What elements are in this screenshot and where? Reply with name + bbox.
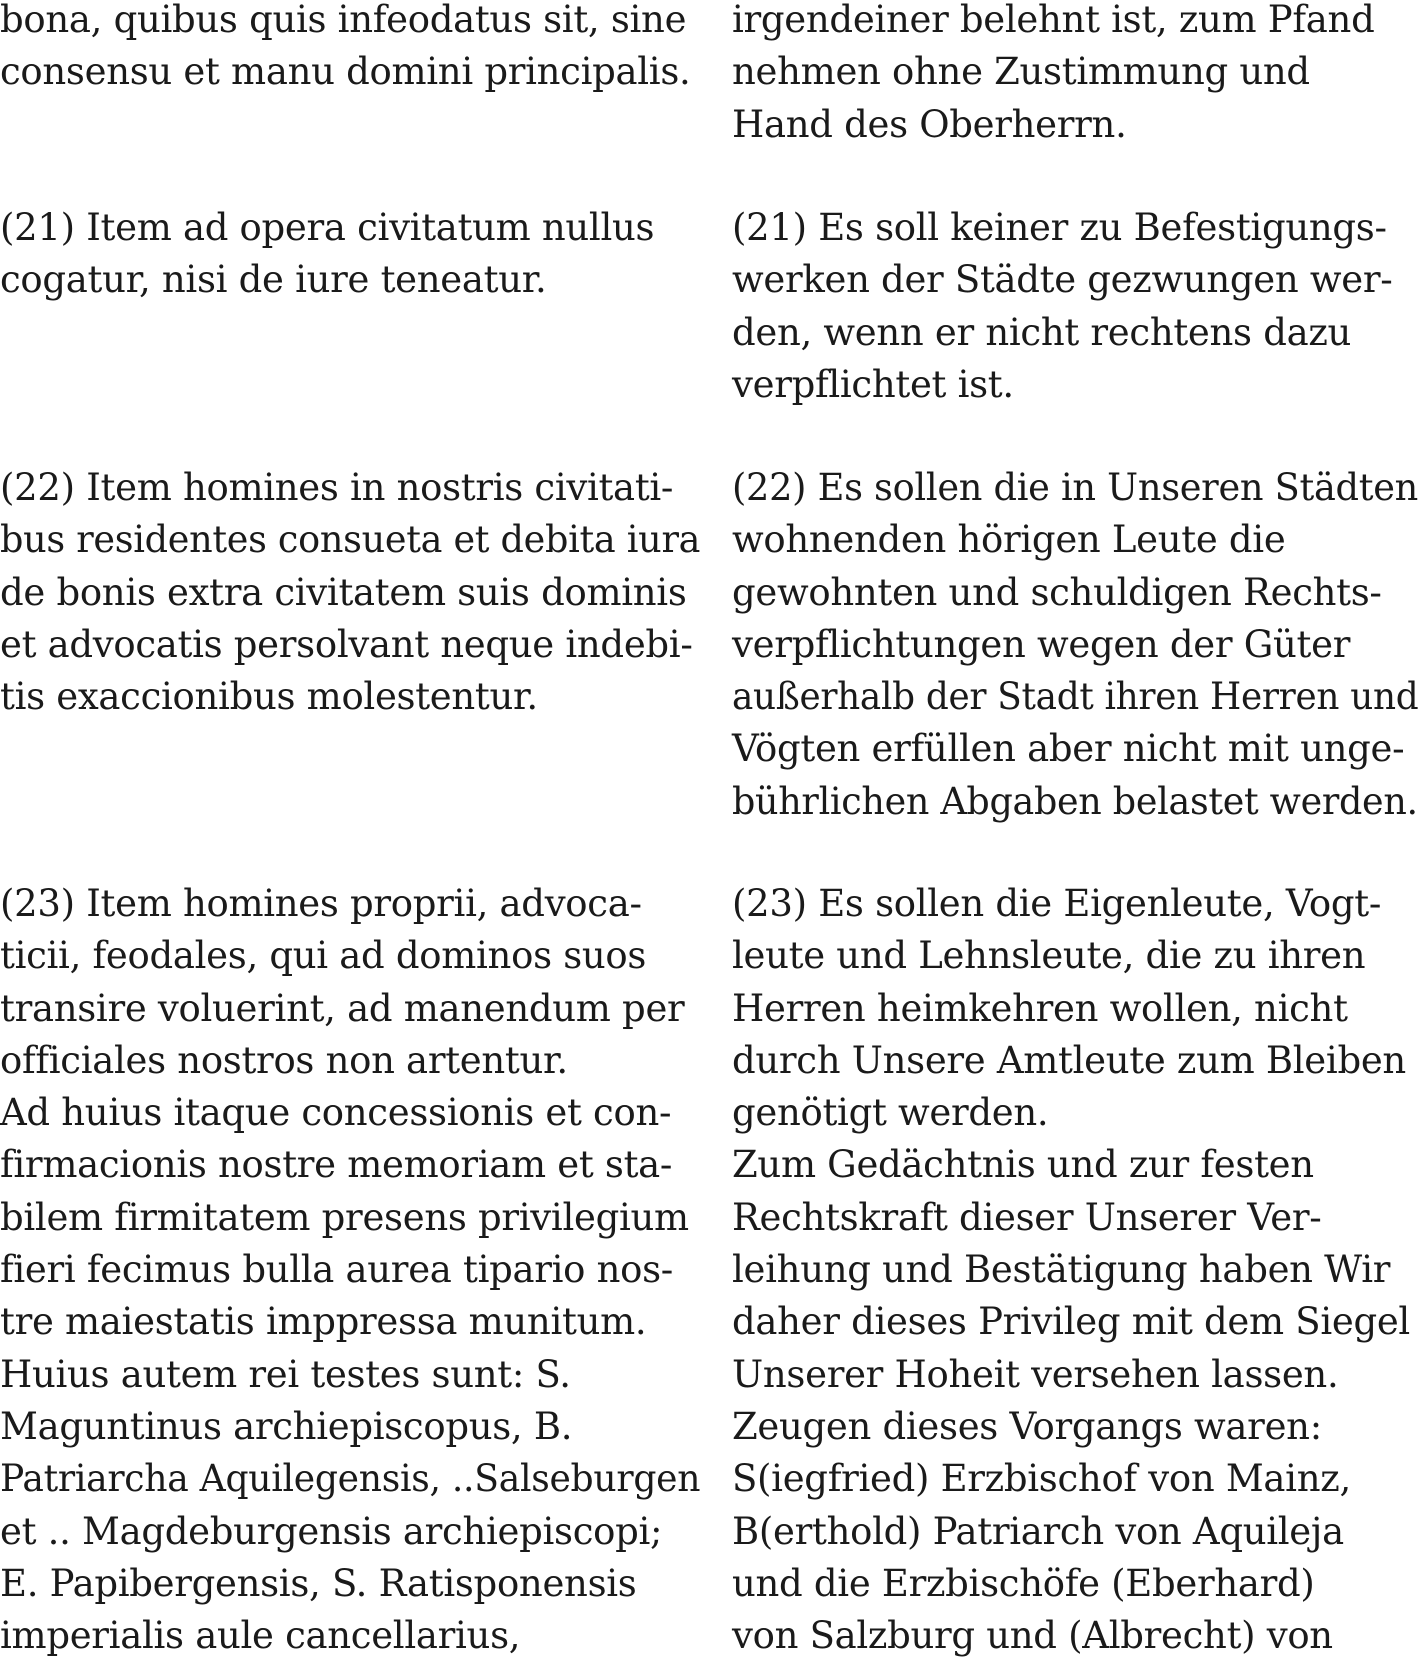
latin-paragraph-20-end	[0, 0, 690, 99]
german-line: leute und Lehnsleute, die zu ihren	[732, 934, 1366, 978]
german-line: und die Erzbischöfe (Eberhard)	[732, 1561, 1315, 1605]
latin-line: ticii, feodales, qui ad dominos suos	[0, 934, 647, 978]
german-line: (22) Es sollen die in Unseren Städten	[732, 466, 1418, 509]
german-line: durch Unsere Amtleute zum Bleiben	[732, 1038, 1406, 1082]
german-paragraph-22	[732, 462, 1418, 828]
german-line: außerhalb der Stadt ihren Herren und	[732, 675, 1418, 719]
german-line: (21) Es soll keiner zu Befestigungs-	[732, 206, 1387, 249]
latin-line: (21) Item ad opera civitatum nullus	[0, 206, 655, 249]
latin-line: (22) Item homines in nostris civitati-	[0, 466, 674, 509]
german-line: leihung und Bestätigung haben Wir	[732, 1248, 1391, 1292]
latin-line: Maguntinus archiepiscopus, B.	[0, 1404, 573, 1448]
german-line: irgendeiner belehnt ist, zum Pfand	[732, 0, 1375, 41]
latin-line: consensu et manu domini principalis.	[0, 50, 691, 94]
latin-line: bus residentes consueta et debita iura	[0, 518, 701, 562]
latin-line: tre maiestatis imppressa munitum.	[0, 1300, 647, 1344]
german-line: Unserer Hoheit versehen lassen.	[732, 1352, 1339, 1396]
latin-line: (23) Item homines proprii, advoca-	[0, 882, 642, 925]
latin-line: et .. Magdeburgensis archiepiscopi;	[0, 1509, 663, 1553]
latin-line: cogatur, nisi de iure teneatur.	[0, 258, 547, 302]
german-line: (23) Es sollen die Eigenleute, Vogt-	[732, 882, 1382, 925]
latin-line: officiales nostros non artentur.	[0, 1038, 568, 1082]
german-line: werken der Städte gezwungen wer-	[732, 258, 1393, 302]
german-line: nehmen ohne Zustimmung und	[732, 50, 1310, 94]
german-paragraph-20-end	[732, 0, 1374, 151]
latin-line: bilem firmitatem presens privilegium	[0, 1195, 689, 1239]
german-line: gewohnten und schuldigen Rechts-	[732, 570, 1382, 614]
latin-line: Huius autem rei testes sunt: S.	[0, 1352, 571, 1396]
german-line: den, wenn er nicht rechtens dazu	[732, 310, 1352, 354]
latin-paragraph-22	[0, 462, 708, 723]
latin-paragraph-23	[0, 878, 717, 1662]
latin-line: Patriarcha Aquilegensis, ..Salseburgen	[0, 1457, 701, 1501]
german-line: daher dieses Privileg mit dem Siegel	[732, 1300, 1410, 1344]
german-paragraph-23	[732, 878, 1410, 1662]
german-line: Herren heimkehren wollen, nicht	[732, 986, 1348, 1030]
latin-line: E. Papibergensis, S. Ratisponensis	[0, 1561, 637, 1605]
german-line: Vögten erfüllen aber nicht mit unge-	[732, 727, 1405, 771]
latin-line: fieri fecimus bulla aurea tipario nos-	[0, 1248, 674, 1292]
german-line: B(erthold) Patriarch von Aquileja	[732, 1509, 1344, 1553]
german-line: Rechtskraft dieser Unserer Ver-	[732, 1195, 1322, 1239]
german-line: verpflichtungen wegen der Güter	[732, 622, 1351, 666]
german-line: von Salzburg und (Albrecht) von	[732, 1614, 1333, 1658]
latin-line: bona, quibus quis infeodatus sit, sine	[0, 0, 687, 41]
latin-line: transire voluerint, ad manendum per	[0, 986, 685, 1030]
latin-line: de bonis extra civitatem suis dominis	[0, 570, 687, 614]
german-paragraph-21	[732, 202, 1392, 411]
german-line: S(iegfried) Erzbischof von Mainz,	[732, 1457, 1351, 1501]
german-line: verpflichtet ist.	[732, 362, 1014, 406]
latin-line: imperialis aule cancellarius,	[0, 1614, 521, 1658]
latin-line: tis exaccionibus molestentur.	[0, 675, 538, 719]
german-line: Zeugen dieses Vorgangs waren:	[732, 1404, 1322, 1448]
latin-line: firmacionis nostre memoriam et sta-	[0, 1143, 673, 1187]
german-line: bührlichen Abgaben belastet werden.	[732, 779, 1418, 823]
latin-line: et advocatis persolvant neque indebi-	[0, 622, 693, 666]
latin-line: Ad huius itaque concessionis et con-	[0, 1091, 672, 1135]
latin-paragraph-21	[0, 202, 654, 307]
german-line: wohnenden hörigen Leute die	[732, 518, 1286, 562]
german-line: Hand des Oberherrn.	[732, 102, 1127, 146]
german-line: genötigt werden.	[732, 1091, 1049, 1135]
german-line: Zum Gedächtnis und zur festen	[732, 1143, 1314, 1187]
